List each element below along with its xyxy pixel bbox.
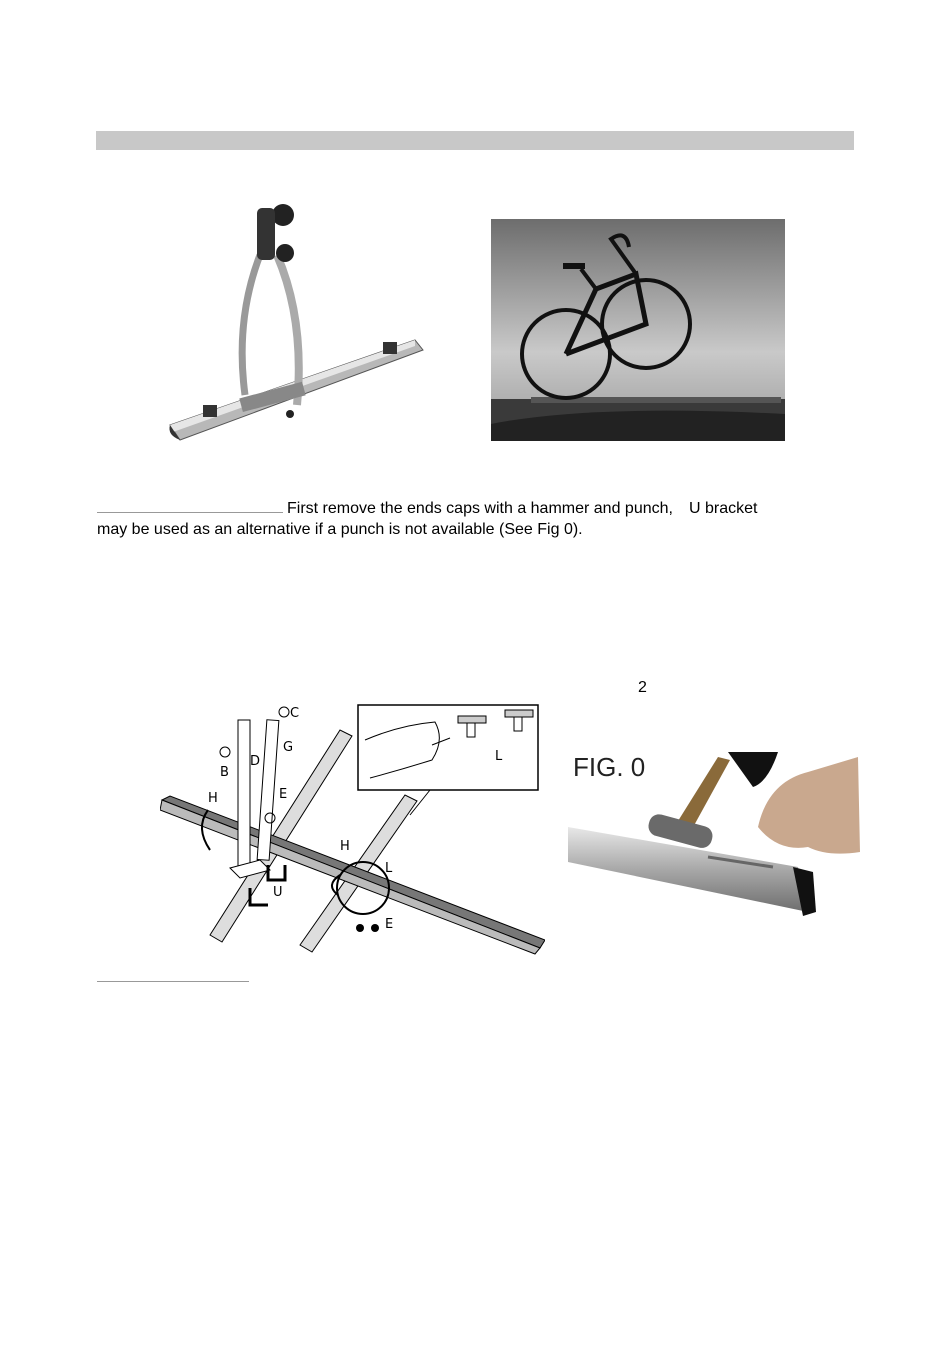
label-c: C: [290, 706, 300, 721]
label-e-1: E: [279, 787, 288, 802]
instruction-part-3: may be used as an alternative if a punch is not available (See Fig 0).: [97, 521, 583, 538]
blank-underline: [97, 498, 283, 513]
page-number: 2: [638, 679, 647, 696]
label-l: L: [385, 861, 393, 876]
car-with-bike-photo: [491, 219, 785, 441]
instruction-part-1: First remove the ends caps with a hammer and punch,: [287, 500, 673, 517]
instruction-text: [97, 498, 817, 540]
label-d: D: [250, 754, 261, 769]
label-h-1: H: [208, 791, 218, 806]
label-u: U: [273, 885, 283, 900]
figure-label: FIG. 0: [573, 752, 646, 782]
label-h-2: H: [340, 839, 350, 854]
label-l-inset: L: [495, 749, 503, 764]
assembly-diagram: [160, 700, 545, 955]
bike-rack-photo: [165, 200, 433, 445]
footnote-divider: [97, 981, 249, 982]
section-header-bar: [96, 131, 854, 150]
label-e-2: E: [385, 917, 394, 932]
label-g: G: [283, 740, 294, 755]
label-b: B: [220, 765, 229, 780]
instruction-part-2: U bracket: [688, 500, 758, 517]
